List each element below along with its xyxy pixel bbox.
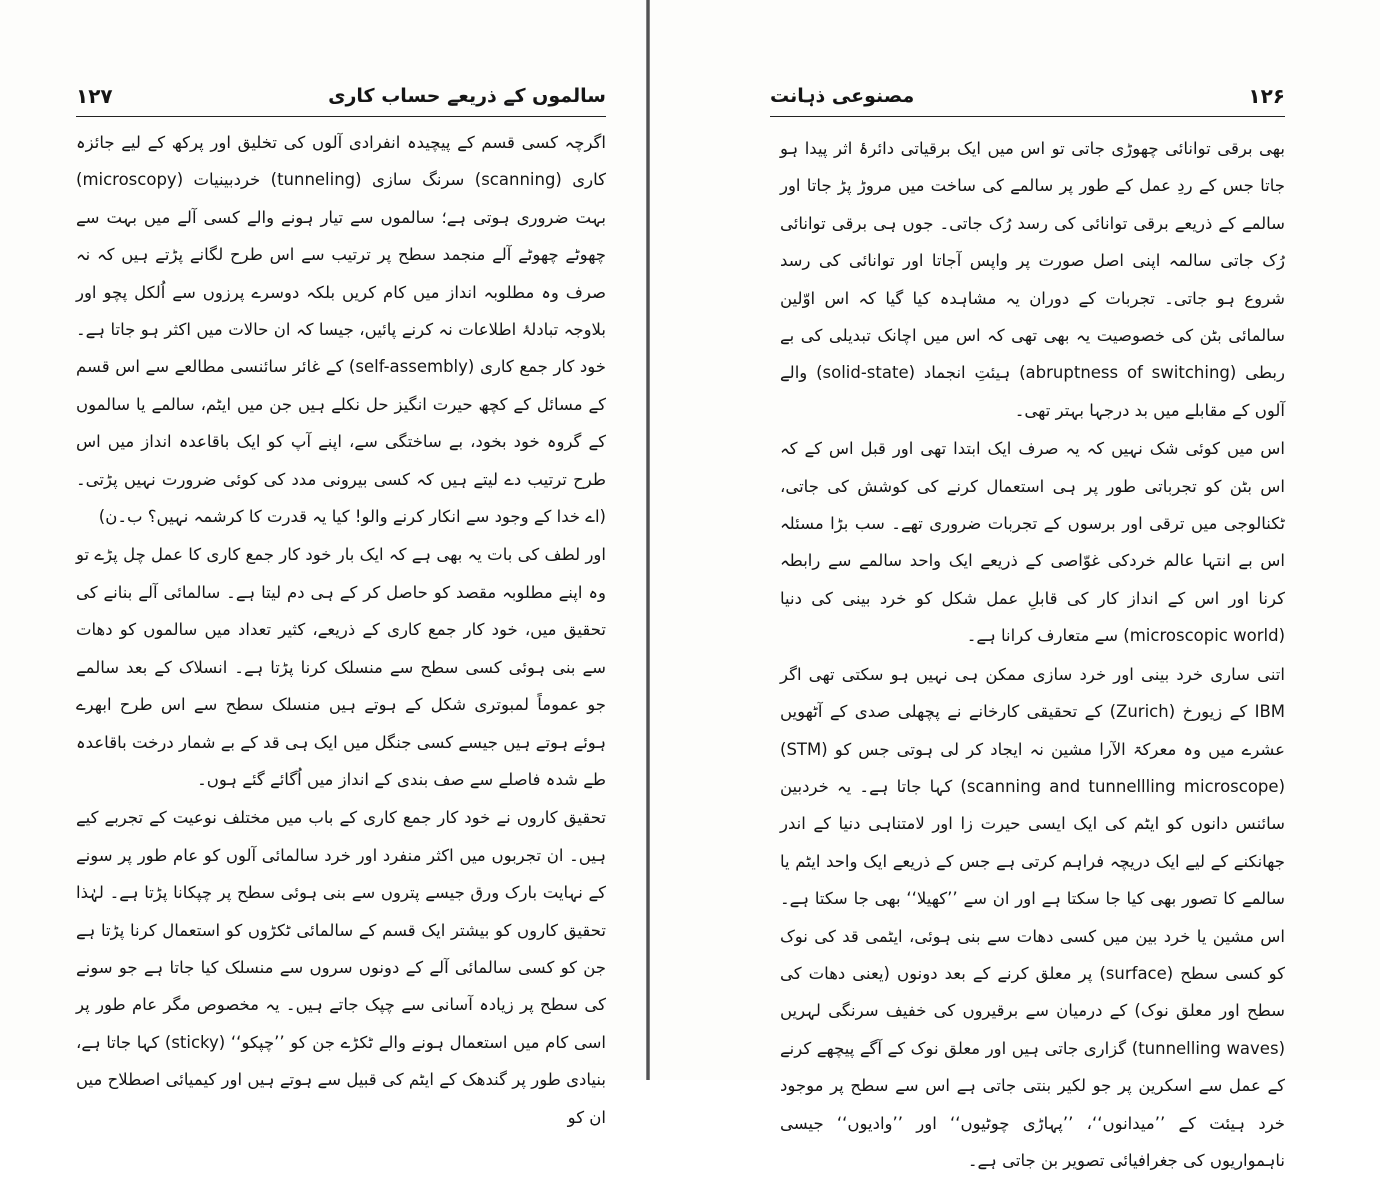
right-paragraph-2: اس میں کوئی شک نہیں کہ یہ صرف ایک ابتدا تھی اور قبل اس کے کہ اس بٹن کو تجرباتی طور پر ہی استعمال کرنے کی کوشش کی جاتی، ٹکنالوجی میں ترقی اور برسوں کے تجربات ضروری تھے۔ سب بڑا مسئلہ اس بے انتہا عالم خردکی غوّاصی کے ذریعے ایک واحد سالمے سے رابطہ کرنا اور اس کے انداز کار کی قابلِ عمل شکل کو خرد بینی کی دنیا (microscopic world) سے متعارف کرانا ہے۔ (780, 439, 1285, 646)
left-page-running-title: سالموں کے ذریعے حساب کاری (328, 85, 606, 107)
left-page (0, 0, 646, 1127)
right-page (650, 0, 1380, 1170)
left-paragraph-2: اور لطف کی بات یہ بھی ہے کہ ایک بار خود کار جمع کاری کا عمل چل پڑے تو وہ اپنے مطلوبہ مقصد کو حاصل کر کے ہی دم لیتا ہے۔ سالمائی آلے بنانے کی تحقیق میں، خود کار جمع کاری کے ذریعے، کثیر تعداد میں سالموں کو دھات سے بنی ہوئی کسی سطح سے منسلک کرنا پڑتا ہے۔ انسلاک کے بعد سالمے جو عموماً لمبوتری شکل کے ہوتے ہیں منسلک سطح سے اس طرح ابھرے ہوئے ہوتے ہیں جیسے کسی جنگل میں ایک ہی قد کے بے شمار درخت باقاعدہ طے شدہ فاصلے سے صف بندی کے انداز میں اُگائے گئے ہوں۔ (76, 545, 606, 789)
right-page-header (770, 76, 1285, 117)
right-page-running-title: مصنوعی ذہانت (770, 85, 915, 107)
right-paragraph-1: بھی برقی توانائی چھوڑی جاتی تو اس میں ایک برقیاتی دائرۂ اثر پیدا ہو جاتا جس کے ردِ عمل کے طور پر سالمے کی ساخت میں مروڑ پڑ جاتا اور سالمے کے ذریعے برقی توانائی کی رسد رُک جاتی۔ جوں ہی برقی توانائی رُک جاتی سالمہ اپنی اصل صورت پر واپس آجاتا اور توانائی کی رسد شروع ہو جاتی۔ تجربات کے دوران یہ مشاہدہ کیا گیا کہ اس اوّلین سالمائی بٹن کی خصوصیت یہ بھی تھی کہ اس میں اچانک تبدیلی کی بے ربطی (abruptness of switching) ہیئتِ انجماد (solid-state) والے آلوں کے مقابلے میں بد درجہا بہتر تھی۔ (780, 139, 1285, 420)
left-page-number: ۱۲۷ (76, 84, 113, 108)
right-paragraph-3: اتنی ساری خرد بینی اور خرد سازی ممکن ہی نہیں ہو سکتی تھی اگر IBM کے زیورخ (Zurich) کے تحقیقی کارخانے نے پچھلی صدی کے آٹھویں عشرے میں وہ معرکۃ الآرا مشین نہ ایجاد کر لی ہوتی جس کو (STM) (scanning and tunnellling microscope) کہا جاتا ہے۔ یہ خردبین سائنس دانوں کو ایٹم کی ایک ایسی حیرت زا اور لامتناہی دنیا کے اندر جھانکنے کے لیے ایک دریچہ فراہم کرتی ہے جس کے ذریعے ایک واحد ایٹم یا سالمے کا تصور بھی کیا جا سکتا ہے اور ان سے ’’کھیلا‘‘ بھی جا سکتا ہے۔ اس مشین یا خرد بین میں کسی دھات سے بنی ہوئی، ایٹمی قد کی نوک کو کسی سطح (surface) پر معلق کرنے کے بعد دونوں (یعنی دھات کی سطح اور معلق نوک) کے درمیان سے برقیروں کی خفیف سرنگی لہریں (tunnelling waves) گزاری جاتی ہیں اور معلق نوک کے آگے پیچھے کرنے کے عمل سے اسکرین پر جو لکیر بنتی جاتی ہے اس سے سطح پر موجود خرد ہیئت کے ’’میدانوں‘‘، ’’پہاڑی چوٹیوں‘‘ اور ’’وادیوں‘‘ جیسی ناہمواریوں کی جغرافیائی تصویر بن جاتی ہے۔ (780, 664, 1285, 1170)
left-paragraph-3: تحقیق کاروں نے خود کار جمع کاری کے باب میں مختلف نوعیت کے تجربے کیے ہیں۔ ان تجربوں میں اکثر منفرد اور خرد سالمائی آلوں کو عام طور پر سونے کے نہایت بارک ورق جیسے پتروں سے بنی ہوئی سطح پر چپکانا پڑتا ہے۔ لہٰذا تحقیق کاروں کو بیشتر ایک قسم کے سالمائی ٹکڑوں کو استعمال کرنا پڑتا ہے جن کو کسی سالمائی آلے کے دونوں سروں سے منسلک کیا جاتا ہے جو سونے کی سطح پر زیادہ آسانی سے چپک جاتے ہیں۔ یہ مخصوص مگر عام طور پر اسی کام میں استعمال ہونے والے ٹکڑے جن کو ’’چپکو‘‘ (sticky) کہا جاتا ہے، بنیادی طور پر گندھک کے ایٹم کی قبیل سے ہوتے ہیں اور کیمیائی اصطلاح میں ان کو (76, 808, 606, 1127)
right-page-body (780, 130, 1285, 1179)
right-page-number: ۱۲۶ (1248, 84, 1285, 108)
left-page-body (76, 124, 606, 1136)
left-page-header (76, 76, 606, 117)
left-paragraph-1: اگرچہ کسی قسم کے پیچیدہ انفرادی آلوں کی تخلیق اور پرکھ کے لیے جائزہ کاری (scanning) سرنگ سازی (tunneling) خردبینیات (microscopy) بہت ضروری ہوتی ہے؛ سالموں سے تیار ہونے والے کسی آلے میں بہت سے چھوٹے چھوٹے آلے منجمد سطح پر ترتیب سے اس طرح لگانے پڑتے ہیں کہ نہ صرف وہ مطلوبہ انداز میں کام کریں بلکہ دوسرے پرزوں سے اُلکل پچو اور بلاوجہ تبادلۂ اطلاعات نہ کرنے پائیں، جیسا کہ ان حالات میں اکثر ہو جاتا ہے۔ خود کار جمع کاری (self-assembly) کے غائر سائنسی مطالعے سے اس قسم کے مسائل کے کچھ حیرت انگیز حل نکلے ہیں جن میں ایٹم، سالمے یا سالموں کے گروہ خود بخود، بے ساختگی سے، اپنے آپ کو ایک باقاعدہ انداز میں اس طرح ترتیب دے لیتے ہیں کہ کسی بیرونی مدد کی کوئی ضرورت نہیں پڑتی۔ (اے خدا کے وجود سے انکار کرنے والو! کیا یہ قدرت کا کرشمہ نہیں؟ ب۔ن) (76, 133, 607, 527)
